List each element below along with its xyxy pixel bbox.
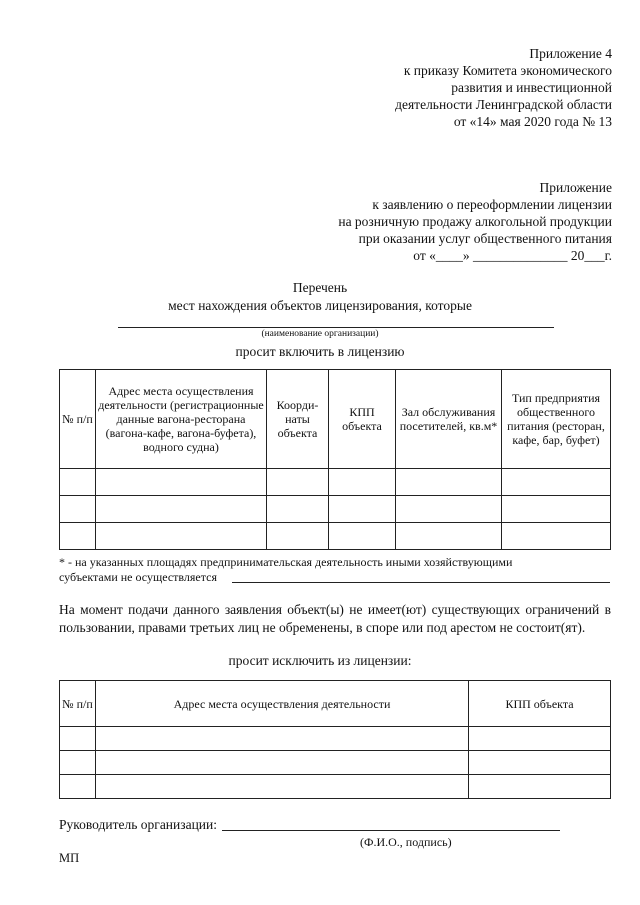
table-row xyxy=(60,727,611,751)
footnote-line: субъектами не осуществляется xyxy=(59,570,217,584)
table-row xyxy=(60,496,611,523)
table-cell[interactable] xyxy=(60,469,96,496)
table-cell[interactable] xyxy=(60,496,96,523)
table-cell[interactable] xyxy=(96,751,469,775)
request-include-label: просит включить в лицензию xyxy=(235,344,405,359)
exclude-objects-table xyxy=(59,680,611,799)
table-row xyxy=(60,523,611,550)
organization-caption: (наименование организации) xyxy=(261,329,379,339)
table-cell[interactable] xyxy=(60,775,96,799)
column-header: Зал обслуживания посетителей, кв.м* xyxy=(396,370,502,469)
order-header xyxy=(395,45,612,130)
table-row xyxy=(60,751,611,775)
column-header: Адрес места осуществления деятельности (регистрационные данные вагона-ресторана (вагона-кафе, вагона-буфета), водного судна) xyxy=(96,370,267,469)
column-header: Адрес места осуществления деятельности xyxy=(96,681,469,727)
list-title: Перечень xyxy=(292,280,348,295)
signature-label: Руководитель организации: xyxy=(59,817,218,832)
stamp-label: МП xyxy=(59,851,80,865)
column-header: Тип предприятия общественного питания (ресторан, кафе, бар, буфет) xyxy=(502,370,611,469)
appendix-line: к заявлению о переоформлении лицензии xyxy=(372,197,612,212)
table-row xyxy=(60,775,611,799)
signature-caption: (Ф.И.О., подпись) xyxy=(360,835,452,849)
table-cell[interactable] xyxy=(96,469,267,496)
table-cell[interactable] xyxy=(396,469,502,496)
appendix-line: при оказании услуг общественного питания xyxy=(358,231,612,246)
table-cell[interactable] xyxy=(96,775,469,799)
table-cell[interactable] xyxy=(502,523,611,550)
table-cell[interactable] xyxy=(60,751,96,775)
table-cell[interactable] xyxy=(502,469,611,496)
table-cell[interactable] xyxy=(96,496,267,523)
table-cell[interactable] xyxy=(267,469,329,496)
table-cell[interactable] xyxy=(469,775,611,799)
column-header: Коорди-наты объекта xyxy=(267,370,329,469)
request-exclude-label: просит исключить из лицензии: xyxy=(228,653,412,668)
header-line: деятельности Ленинградской области xyxy=(395,97,612,112)
table-cell[interactable] xyxy=(60,523,96,550)
table-row xyxy=(60,469,611,496)
footnote-line: * - на указанных площадях предпринимательская деятельность иными хозяйствующими xyxy=(59,555,513,569)
table-header-row xyxy=(60,370,611,469)
column-header: КПП объекта xyxy=(469,681,611,727)
column-header: № п/п xyxy=(60,370,96,469)
include-objects-table xyxy=(59,369,611,550)
header-line: развития и инвестиционной xyxy=(451,80,612,95)
appendix-line: Приложение xyxy=(539,180,612,195)
appendix-line: на розничную продажу алкогольной продукции xyxy=(338,214,612,229)
table-cell[interactable] xyxy=(329,523,396,550)
table-header-row xyxy=(60,681,611,727)
header-line: от «14» мая 2020 года № 13 xyxy=(453,114,612,129)
table-cell[interactable] xyxy=(60,727,96,751)
statement-paragraph: На момент подачи данного заявления объект(ы) не имеет(ют) существующих ограничений в пользовании, правами третьих лиц не обременены, в споре или под арестом не состоит(ят). xyxy=(59,602,611,635)
footnote-underline xyxy=(232,582,610,583)
appendix-line: от «____» ______________ 20___г. xyxy=(413,248,612,263)
table-cell[interactable] xyxy=(96,727,469,751)
table-cell[interactable] xyxy=(396,523,502,550)
column-header: № п/п xyxy=(60,681,96,727)
organization-name-line xyxy=(118,327,554,328)
table-cell[interactable] xyxy=(96,523,267,550)
table-cell[interactable] xyxy=(469,727,611,751)
table-cell[interactable] xyxy=(502,496,611,523)
table-cell[interactable] xyxy=(267,523,329,550)
appendix-header xyxy=(338,179,612,264)
signature-line[interactable] xyxy=(222,830,560,831)
list-subtitle: мест нахождения объектов лицензирования, которые xyxy=(168,298,472,313)
table-cell[interactable] xyxy=(267,496,329,523)
table-cell[interactable] xyxy=(396,496,502,523)
header-line: к приказу Комитета экономического xyxy=(403,63,612,78)
column-header: КПП объекта xyxy=(329,370,396,469)
table-cell[interactable] xyxy=(329,496,396,523)
table-cell[interactable] xyxy=(329,469,396,496)
table-cell[interactable] xyxy=(469,751,611,775)
header-line: Приложение 4 xyxy=(529,46,612,61)
